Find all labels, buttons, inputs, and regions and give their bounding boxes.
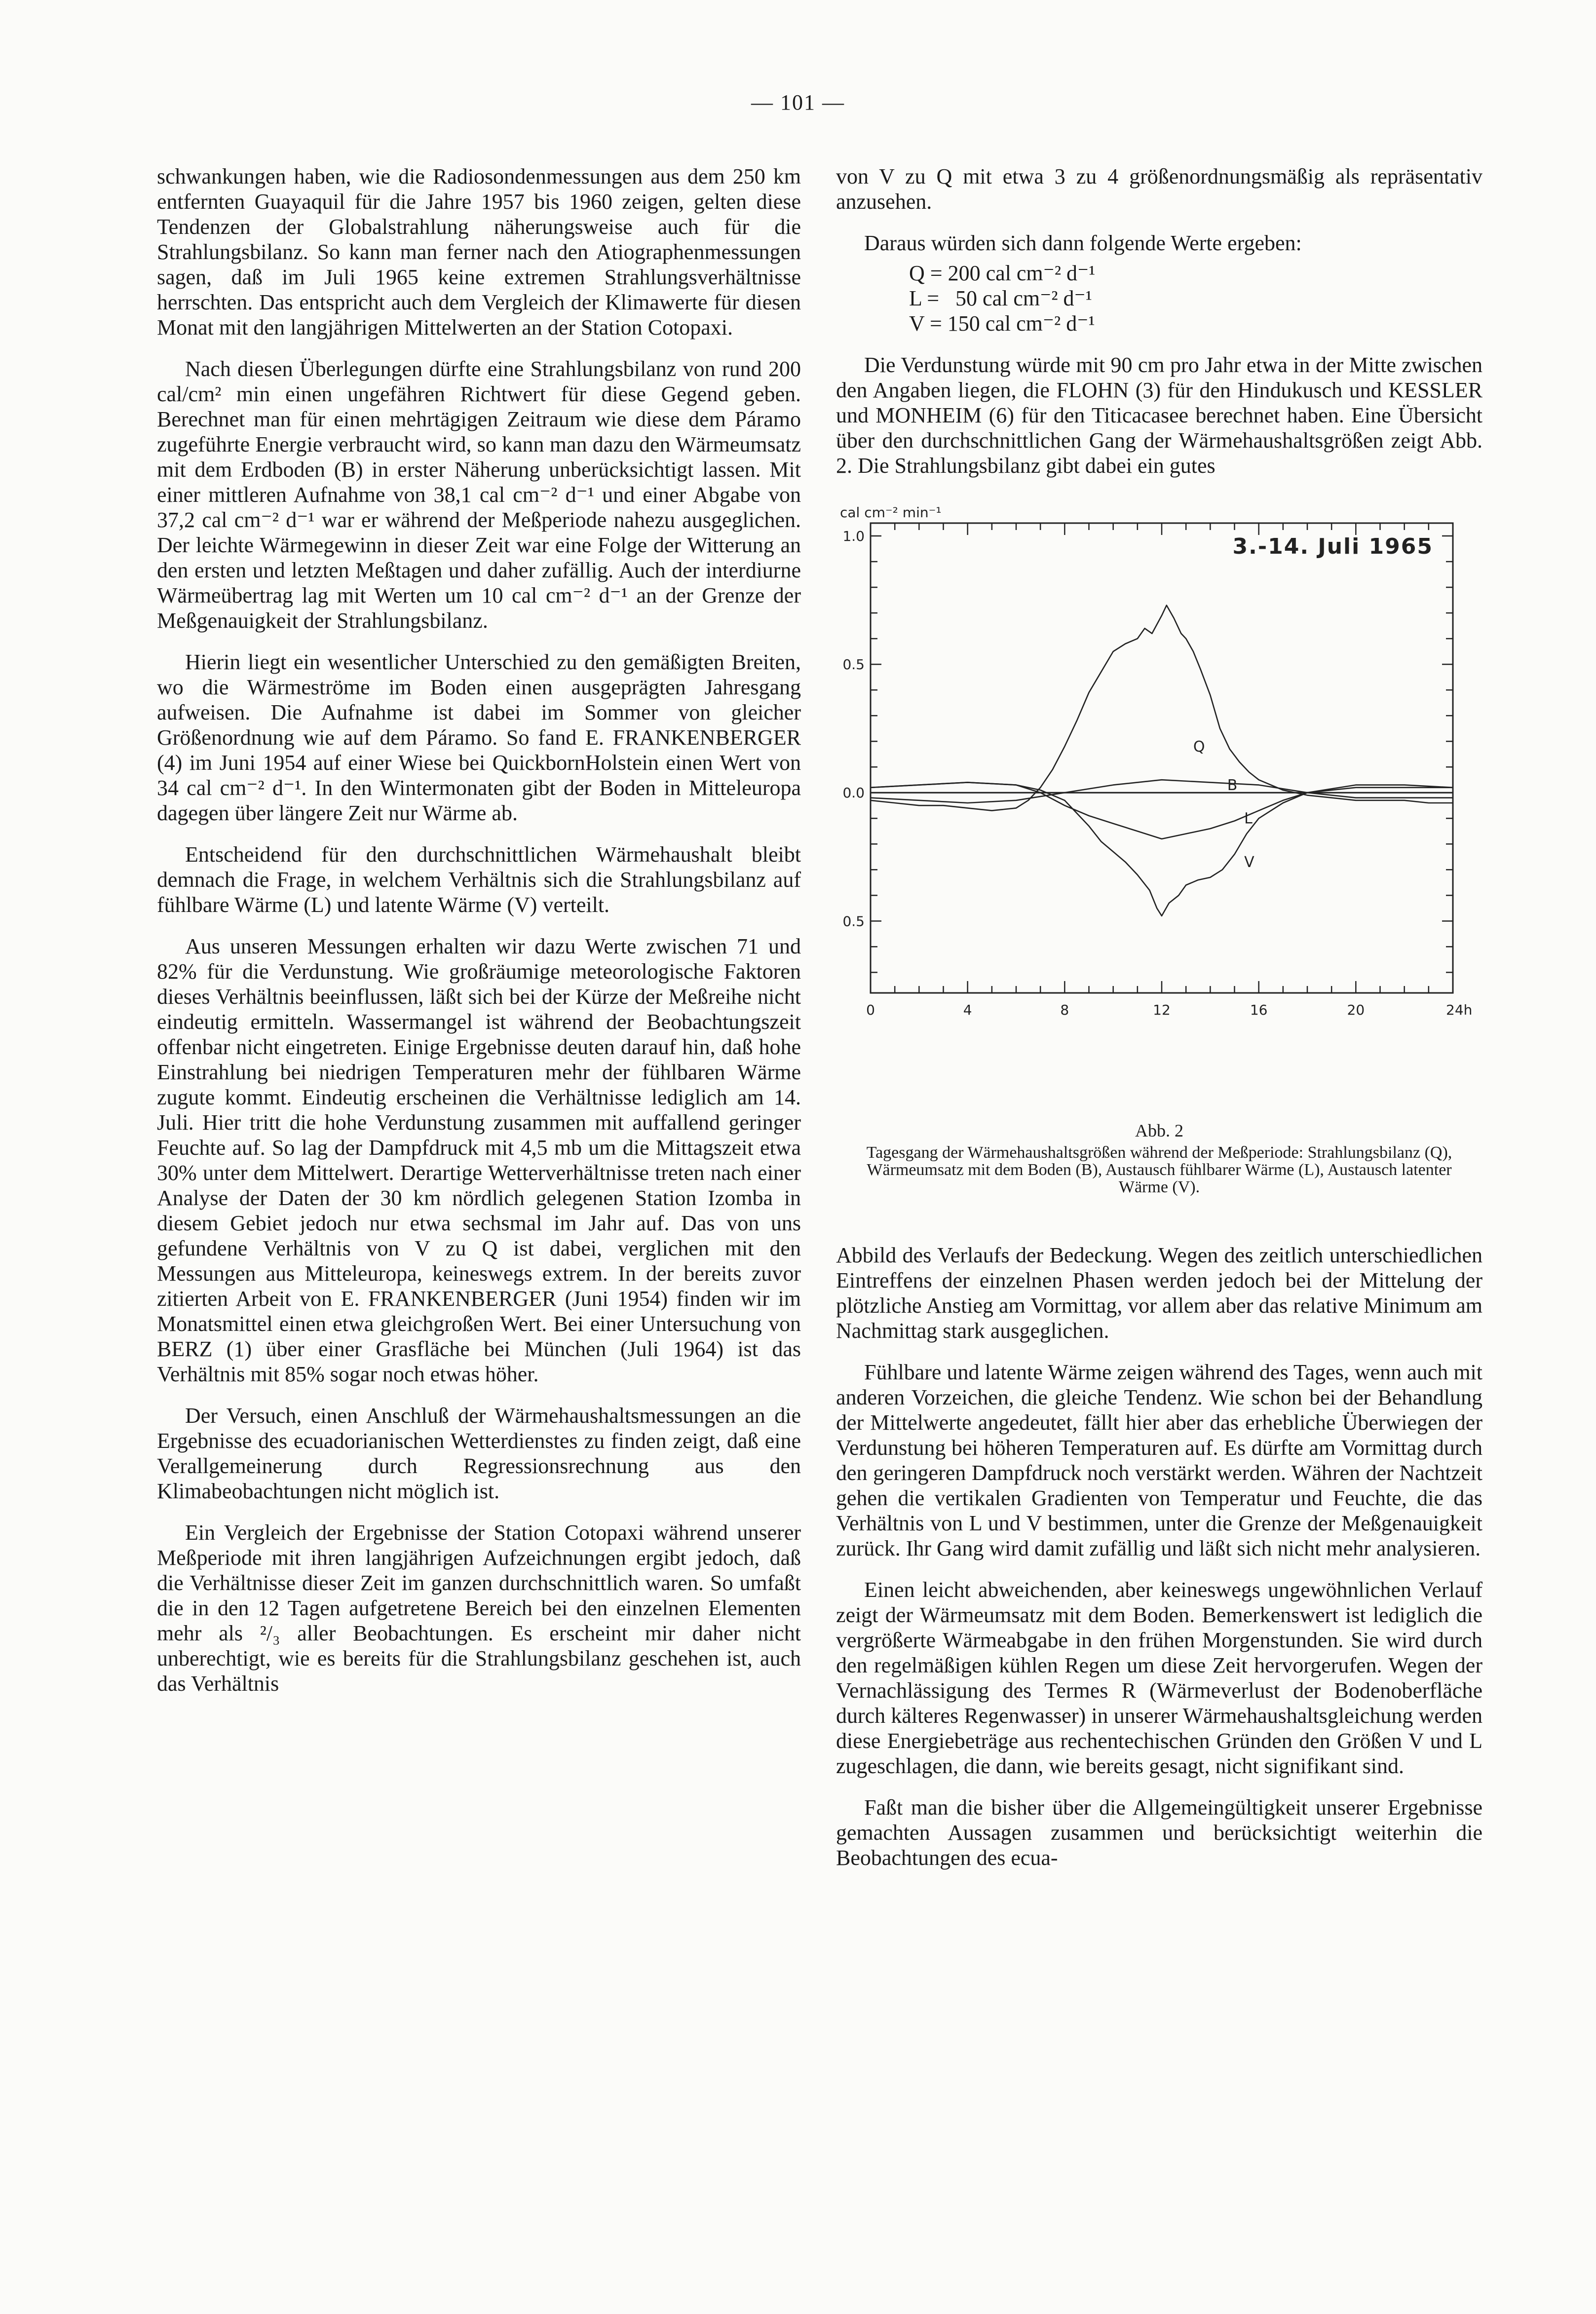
paragraph: Fühlbare und latente Wärme zeigen während des Tages, wenn auch mit anderen Vorzeichen, die gleiche Tendenz. Wie schon bei der Behandlung der Mittelwerte angedeutet, fällt hier aber das erhebliche Überwiegen der Verdunstung bei höheren Temperaturen auf. Es dürfte am Vormittag durch den geringeren Dampfdruck noch verstärkt werden. Währen der Nachtzeit gehen die vertikalen Gradienten von Temperatur und Feuchte, die das Verhältnis von L und V bestimmen, unter die Grenze der Meßgenauigkeit zurück. Ihr Gang wird damit zufällig und läßt sich nicht mehr analysieren. (836, 1360, 1482, 1560)
paragraph: Daraus würden sich dann folgende Werte ergeben: (864, 231, 1302, 255)
page-number: — 101 — (751, 90, 845, 114)
paragraph: Die Verdunstung würde mit 90 cm pro Jahr etwa in der Mitte zwischen den Angaben liegen, die FLOHN (3) für den Hindukusch und KESSLER und MONHEIM (6) für den Titicacasee berechnet haben. Eine Übersicht über den durchschnittlichen Gang der Wärmehaushaltsgrößen zeigt Abb. 2. Die Strahlungsbilanz gibt dabei ein gutes (836, 353, 1482, 478)
left-column (157, 164, 801, 1712)
paragraph: Der Versuch, einen Anschluß der Wärmehaushaltsmessungen an die Ergebnisse des ecuadorianischen Wetterdienstes zu finden zeigt, daß eine Verallgemeinerung durch Regressionsrechnung aus den Klimabeobachtungen nicht möglich ist. (157, 1404, 801, 1503)
paragraph: Entscheidend für den durchschnittlichen Wärmehaushalt bleibt demnach die Frage, in welchem Verhältnis sich die Strahlungsbilanz auf fühlbare Wärme (L) und latente Wärme (V) verteilt. (157, 842, 801, 917)
y-tick-label: 0.5 (842, 656, 865, 673)
figure-number: Abb. 2 (1135, 1121, 1183, 1140)
series-label-v: V (1244, 854, 1254, 872)
right-column (836, 164, 1482, 1887)
series-label-q: Q (1193, 738, 1205, 756)
paragraph: Ein Vergleich der Ergebnisse der Station Cotopaxi während unserer Meßperiode mit ihren langjährigen Aufzeichnungen ergibt jedoch, daß die Verhältnisse dieser Zeit im ganzen durchschnittlich waren. So umfaßt die in den 12 Tagen aufgetretene Bereich bei den einzelnen Elementen mehr als ²/₃ aller Beobachtungen. Es erscheint mir daher nicht unberechtigt, wie es bereits für die Strahlungsbilanz geschehen ist, auch das Verhältnis (157, 1520, 801, 1696)
chart-title: 3.-14. Juli 1965 (1232, 534, 1433, 559)
figure-caption: Tagesgang der Wärmehaushaltsgrößen während der Meßperiode: Strahlungsbilanz (Q), Wärmeumsatz mit dem Boden (B), Austausch fühlbarer Wärme (L), Austausch latenter Wärme (V). (866, 1143, 1452, 1196)
x-tick-label: 0 (866, 1002, 875, 1018)
formula-l: L = 50 cal cm⁻² d⁻¹ (909, 286, 1092, 310)
x-tick-label: 4 (963, 1002, 972, 1018)
paragraph: Aus unseren Messungen erhalten wir dazu Werte zwischen 71 und 82% für die Verdunstung. Wie großräumige meteorologische Faktoren dieses Verhältnis beeinflussen, läßt sich bei der Kürze der Meßreihe nicht eindeutig ermitteln. Wassermangel ist während der Beobachtungszeit offenbar nicht eingetreten. Einige Ergebnisse deuten darauf hin, daß hohe Einstrahlung bei niedrigen Temperaturen mehr der fühlbaren Wärme zugute kommt. Eindeutig erscheinen die Verhältnisse lediglich am 14. Juli. Hier tritt die hohe Verdunstung zusammen mit auffallend geringer Feuchte auf. So lag der Dampfdruck mit 4,5 mb um die Mittagszeit etwa 30% unter dem Mittelwert. Derartige Wetterverhältnisse treten nach einer Analyse der Daten der 30 km nördlich gelegenen Station Izomba in diesem Gebiet jedoch nur etwa sechsmal im Jahr auf. Das von uns gefundene Verhältnis von V zu Q ist dabei, verglichen mit den Messungen aus Mitteleuropa, keineswegs extrem. In der bereits zuvor zitierten Arbeit von E. FRANKENBERGER (Juni 1954) finden wir im Monatsmittel einen etwa gleichgroßen Wert. Bei einer Untersuchung von BERZ (1) über einer Grasfläche bei München (Juli 1964) ist das Verhältnis mit 85% sogar noch etwas höher. (157, 934, 801, 1386)
y-tick-label: 1.0 (842, 528, 865, 545)
figure (836, 494, 1482, 1230)
paragraph: schwankungen haben, wie die Radiosondenmessungen aus dem 250 km entfernten Guayaquil für die Jahre 1957 bis 1960 zeigen, gelten diese Tendenzen der Globalstrahlung näherungsweise auch für die Strahlungsbilanz. So kann man ferner nach den Atiographenmessungen sagen, daß im Juli 1965 keine extremen Strahlungsverhältnisse herrschten. Das entspricht auch dem Vergleich der Klimawerte für diesen Monat mit den langjährigen Mittelwerten an der Station Cotopaxi. (157, 164, 801, 340)
paragraph: Hierin liegt ein wesentlicher Unterschied zu den gemäßigten Breiten, wo die Wärmeströme im Boden einen ausgeprägten Jahresgang aufweisen. Die Aufnahme ist dabei im Sommer von gleicher Größenordnung wie auf dem Páramo. So fand E. FRANKENBERGER (4) im Juni 1954 auf einer Wiese bei QuickbornHolstein einen Wert von 34 cal cm⁻² d⁻¹. In den Wintermonaten gibt der Boden in Mitteleuropa dagegen über längere Zeit nur Wärme ab. (157, 650, 801, 825)
formula-block (909, 261, 1482, 336)
x-tick-label: 20 (1347, 1002, 1365, 1018)
paragraph: Einen leicht abweichenden, aber keineswegs ungewöhnlichen Verlauf zeigt der Wärmeumsatz mit dem Boden. Bemerkenswert ist lediglich die vergrößerte Wärmeabgabe in den frühen Morgenstunden. Sie wird durch den regelmäßigen kühlen Regen um diese Zeit hervorgerufen. Wegen der Vernachlässigung des Termes R (Wärmeverlust der Bodenoberfläche durch kälteres Regenwasser) in unserer Wärmehaushaltsgleichung werden diese Energiebeträge aus rechentechischen Gründen den Größen V und L zugeschlagen, die dann, wie bereits gesagt, nicht signifikant sind. (836, 1578, 1482, 1778)
formula-v: V = 150 cal cm⁻² d⁻¹ (909, 311, 1095, 336)
paragraph: Abbild des Verlaufs der Bedeckung. Wegen des zeitlich unterschiedlichen Eintreffens der einzelnen Phasen werden jedoch bei der Mittelung der plötzliche Anstieg am Vormittag, vor allem aber das relative Minimum am Nachmittag stark ausgeglichen. (836, 1243, 1482, 1343)
paragraph: Nach diesen Überlegungen dürfte eine Strahlungsbilanz von rund 200 cal/cm² min einen ungefähren Richtwert für diese Gegend geben. Berechnet man für einen mehrtägigen Zeitraum wie diese dem Páramo zugeführte Energie verbraucht wird, so kann man dazu den Wärmeumsatz mit dem Erdboden (B) in erster Näherung unberücksichtigt lassen. Mit einer mittleren Aufnahme von 38,1 cal cm⁻² d⁻¹ und einer Abgabe von 37,2 cal cm⁻² d⁻¹ war er während der Meßperiode nahezu ausgeglichen. Der leichte Wärmegewinn in dieser Zeit war eine Folge der Witterung an den ersten und letzten Meßtagen und daher zufällig. Auch der interdiurne Wärmeübertrag lag mit Werten um 10 cal cm⁻² d⁻¹ an der Grenze der Meßgenauigkeit der Strahlungsbilanz. (157, 357, 801, 633)
x-tick-label: 12 (1153, 1002, 1171, 1018)
y-tick-label: 0.5 (842, 913, 865, 930)
x-tick-label: 24h (1446, 1002, 1473, 1018)
x-tick-label: 8 (1060, 1002, 1069, 1018)
y-axis-label: cal cm⁻² min⁻¹ (840, 504, 942, 521)
x-tick-label: 16 (1250, 1002, 1268, 1018)
series-label-l: L (1244, 810, 1253, 828)
paragraph: von V zu Q mit etwa 3 zu 4 größenordnungsmäßig als repräsentativ anzusehen. (836, 164, 1482, 214)
y-tick-label: 0.0 (842, 785, 865, 801)
formula-q: Q = 200 cal cm⁻² d⁻¹ (909, 261, 1096, 285)
series-line-l (871, 782, 1453, 839)
heat-budget-chart (836, 494, 1482, 1116)
paragraph: Faßt man die bisher über die Allgemeingültigkeit unserer Ergebnisse gemachten Aussagen zusammen und berücksichtigt weiterhin die Beobachtungen des ecua- (836, 1795, 1482, 1870)
series-label-b: B (1227, 777, 1238, 795)
plot-frame (871, 523, 1453, 993)
